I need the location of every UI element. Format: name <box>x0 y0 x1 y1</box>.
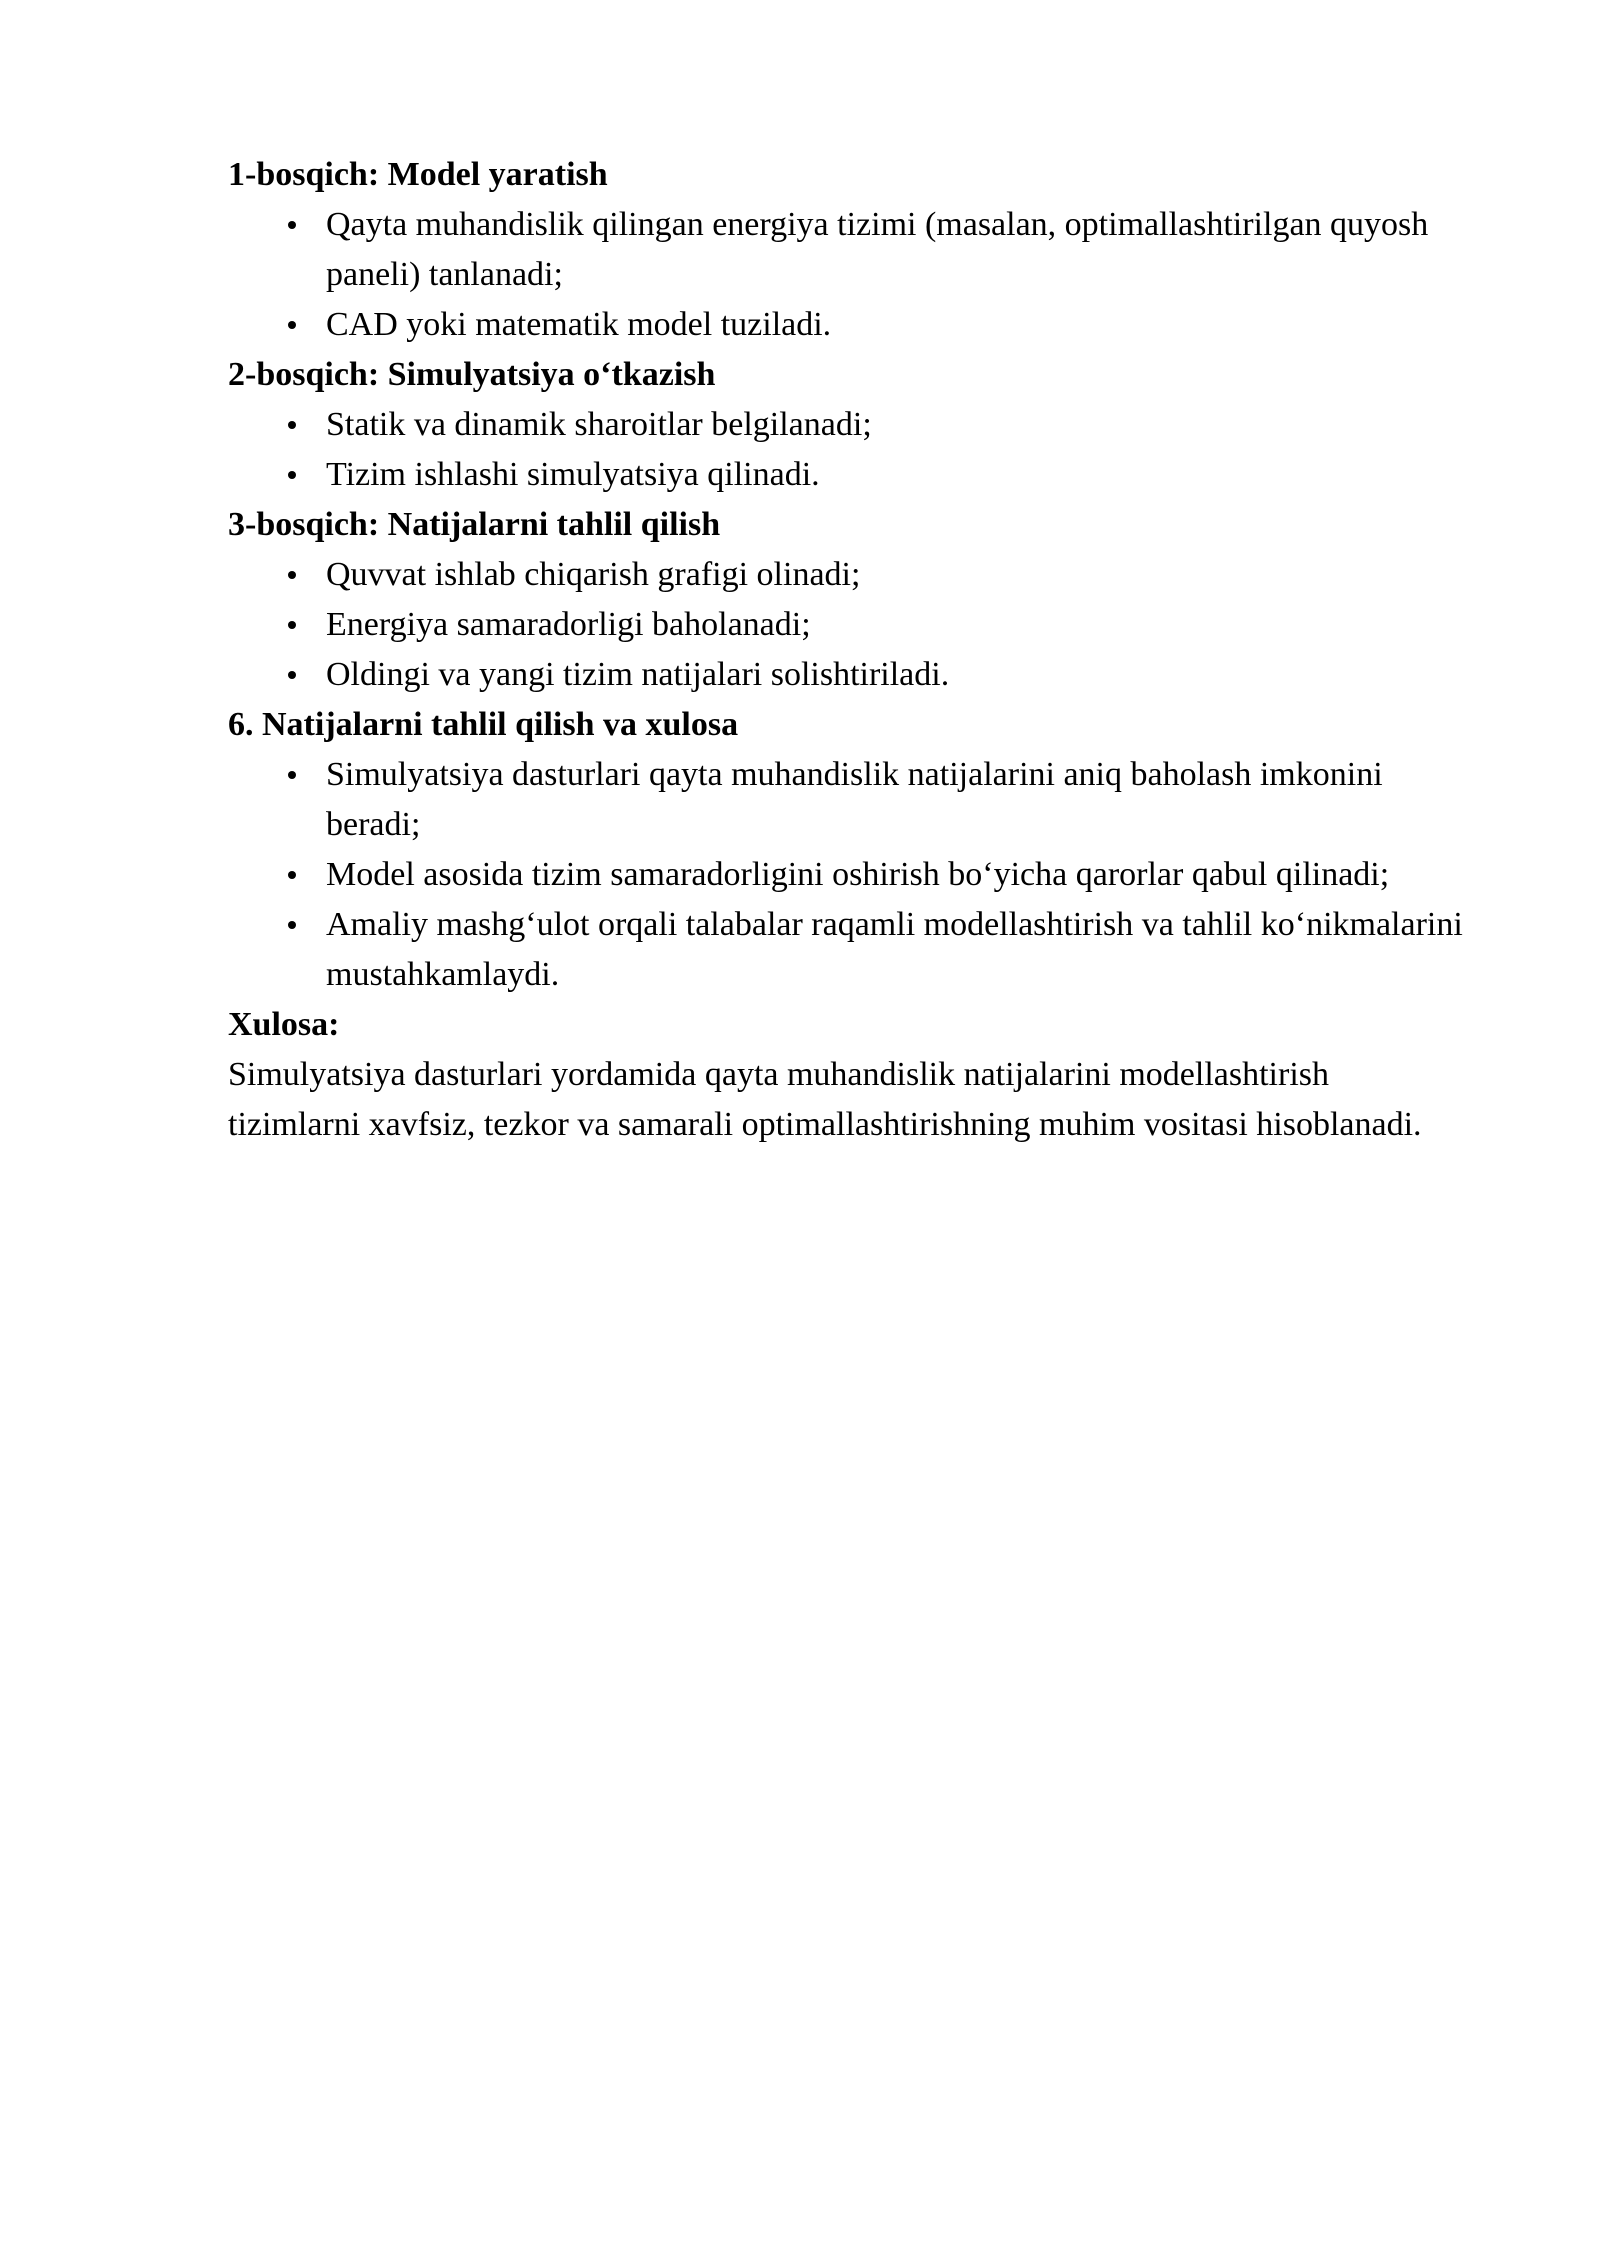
conclusion-text: Simulyatsiya dasturlari yordamida qayta muhandislik natijalarini modellashtirish tizimlarni xavfsiz, tezkor va samarali optimallashtirishning muhim vositasi hisoblanadi. <box>228 1056 1422 1143</box>
list-item <box>326 850 1468 900</box>
section-heading: 2-bosqich: Simulyatsiya o‘tkazish <box>228 356 716 393</box>
list-item-text: Statik va dinamik sharoitlar belgilanadi; <box>326 406 872 443</box>
bullet-icon <box>282 750 302 800</box>
conclusion-heading: Xulosa: <box>228 1006 340 1043</box>
section-heading: 6. Natijalarni tahlil qilish va xulosa <box>228 706 739 743</box>
list-item-text: Energiya samaradorligi baholanadi; <box>326 606 811 643</box>
list-item <box>326 750 1468 850</box>
bullet-icon <box>282 650 302 700</box>
bullet-icon <box>282 550 302 600</box>
list-item-text: Quvvat ishlab chiqarish grafigi olinadi; <box>326 556 861 593</box>
list-item-text: CAD yoki matematik model tuziladi. <box>326 306 832 343</box>
list-item <box>326 600 1468 650</box>
list-item <box>326 650 1468 700</box>
bullet-icon <box>282 450 302 500</box>
list-item <box>326 450 1468 500</box>
list-item-text: Model asosida tizim samaradorligini oshirish bo‘yicha qarorlar qabul qilinadi; <box>326 856 1390 893</box>
list-item-text: Simulyatsiya dasturlari qayta muhandislik natijalarini aniq baholash imkonini beradi; <box>326 756 1383 843</box>
section-heading: 1-bosqich: Model yaratish <box>228 156 608 193</box>
list-item <box>326 900 1468 1000</box>
section-heading: 3-bosqich: Natijalarni tahlil qilish <box>228 506 721 543</box>
bullet-list <box>228 550 1468 700</box>
bullet-list <box>228 400 1468 500</box>
bullet-icon <box>282 900 302 950</box>
bullet-icon <box>282 300 302 350</box>
list-item-text: Tizim ishlashi simulyatsiya qilinadi. <box>326 456 820 493</box>
list-item-text: Amaliy mashg‘ulot orqali talabalar raqamli modellashtirish va tahlil ko‘nikmalarini mustahkamlaydi. <box>326 906 1463 993</box>
list-item-text: Oldingi va yangi tizim natijalari solishtiriladi. <box>326 656 950 693</box>
bullet-icon <box>282 600 302 650</box>
bullet-list <box>228 200 1468 350</box>
document-page <box>228 150 1468 1150</box>
list-item <box>326 200 1468 300</box>
list-item <box>326 300 1468 350</box>
list-item <box>326 400 1468 450</box>
bullet-icon <box>282 200 302 250</box>
bullet-icon <box>282 400 302 450</box>
bullet-list <box>228 750 1468 1000</box>
list-item-text: Qayta muhandislik qilingan energiya tizimi (masalan, optimallashtirilgan quyosh paneli) tanlanadi; <box>326 206 1429 293</box>
list-item <box>326 550 1468 600</box>
bullet-icon <box>282 850 302 900</box>
